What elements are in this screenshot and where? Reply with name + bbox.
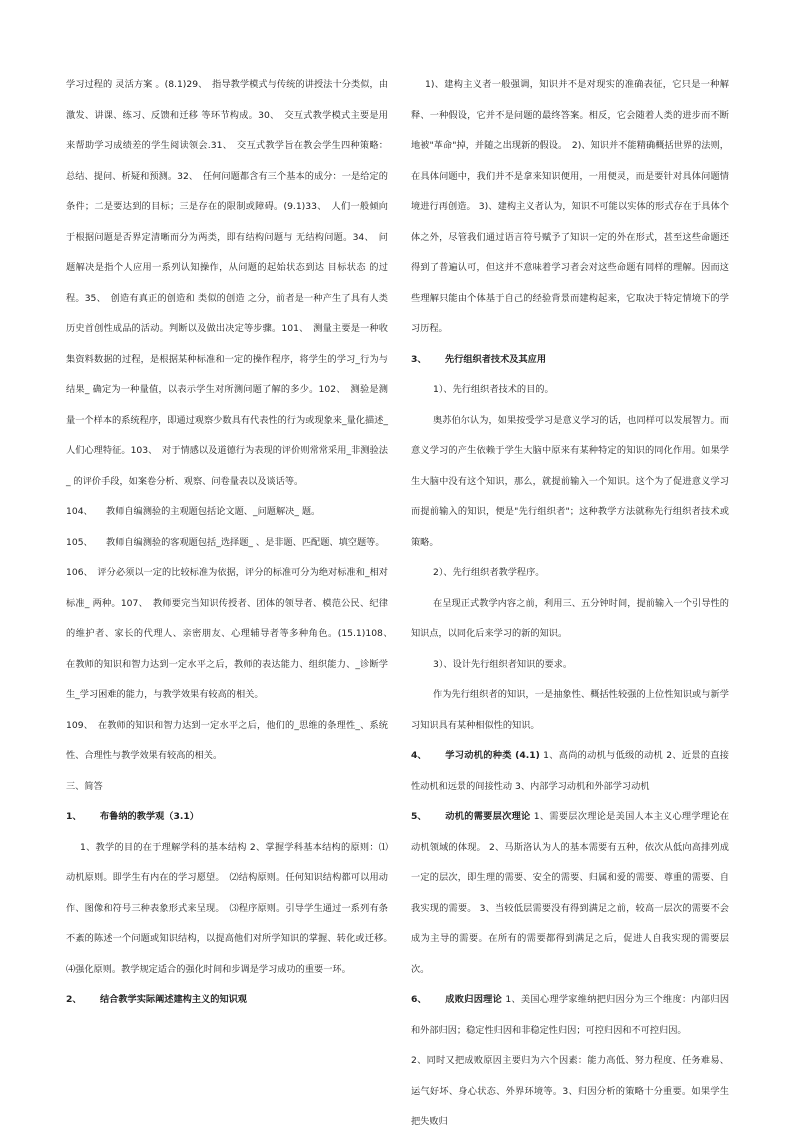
item-105-number: 105、 bbox=[66, 536, 93, 548]
item-104 bbox=[66, 497, 388, 528]
paragraph-procedure: 在呈现正式教学内容之前，利用三、五分钟时间，提前输入一个引导性的知识点，以同化后来学习的新的知识。 bbox=[411, 597, 729, 639]
paragraph-items-29-103: 学习过程的 灵活方案 。(8.1)29、 指导教学模式与传统的讲授法十分类似，由激发、讲课、练习、反馈和迁移 等环节构成。30、 交互式教学模式主要是用来帮助学习成绩差的学生阅读领会.31、 交互式教学旨在教会学生四种策略：总结、提问、析疑和预测。32、 任何问题都含有三个基本的成分：一是给定的条件；二是要达到的目标；三是存在的限制或障碍。(9.1)33、 人们一般倾向于根据问题是否界定清晰而分为两类，即有结构问题与 无结构问题。34、 问题解决是指个人应用一系列认知操作，从问题的起始状态到达 目标状态 的过程。35、 创造有真正的创造和 类似的创造 之分，前者是一种产生了具有人类历史首创性成品的活动。判断以及做出决定等步骤。101、 测量主要是一种收集资料数据的过程，是根据某种标准和一定的操作程序，将学生的学习_行为与结果_ 确定为一种量值，以表示学生对所测问题了解的多少。102、 测验是测量一个样本的系统程序，即通过观察少数具有代表性的行为或现象来_量化描述_ 人们心理特征。103、 对于情感以及道德行为表现的评价则常常采用_非测验法_ 的评价手段，如案卷分析、观察、问卷量表以及谈话等。 bbox=[66, 79, 388, 487]
section-title: 三、简答 bbox=[66, 780, 103, 792]
subheading-requirement: 3）、设计先行组织者知识的要求。 bbox=[433, 658, 573, 670]
motivation-types-text: 1、高尚的动机与低级的动机 2、近景的直接性动机和远景的间接性动 3、内部学习动机和外部学习动机 bbox=[411, 750, 729, 792]
item-104-text: 教师自编测验的主观题包括论文题、_问题解决_ 题。 bbox=[106, 506, 321, 517]
heading-bruner bbox=[66, 802, 388, 833]
heading-attribution-theory-title: 成败归因理论 bbox=[445, 994, 503, 1005]
heading-needs-hierarchy-number: 5、 bbox=[411, 811, 427, 822]
right-column bbox=[411, 70, 729, 1138]
heading-attribution-theory-number: 6、 bbox=[411, 994, 427, 1005]
paragraph-ausubel: 奥苏伯尔认为，如果按受学习是意义学习的话，也同样可以发展智力。而意义学习的产生依赖于学生大脑中原来有某种特定的知识的同化作用。如果学生大脑中没有这个知识，那么，就提前输入一个知识。这个为了促进意义学习而提前输入的知识，便是"先行组织者"；这种教学方法就称先行组织者技术或策略。 bbox=[411, 414, 729, 548]
item-104-number: 104、 bbox=[66, 506, 93, 517]
heading-needs-hierarchy bbox=[411, 811, 531, 822]
subheading-procedure: 2）、先行组织者教学程序。 bbox=[433, 567, 545, 578]
item-105-text: 教师自编测验的客观题包括_选择题_ 、是非题、匹配题、填空题等。 bbox=[106, 536, 385, 548]
heading-bruner-text: 布鲁纳的教学观（3.1） bbox=[100, 811, 199, 822]
paragraph-requirement: 作为先行组织者的知识，一是抽象性、概括性较强的上位性知识或与新学习知识具有某种相似性的知识。 bbox=[411, 689, 729, 731]
needs-hierarchy-text: 1、需要层次理论是美国人本主义心理学理论在动机领域的体现。 2、马斯洛认为人的基本需要有五种，依次从低向高排列成一定的层次，即生理的需要、安全的需要、归属和爱的需要、尊重的需要、自我实现的需要。 3、当较低层需要没有得到满足之前，较高一层次的需要不会成为主导的需要。在所有的需要都得到满足之后，促进人自我实现的需要层次。 bbox=[411, 811, 730, 975]
heading-motivation-types-number: 4、 bbox=[411, 750, 427, 761]
heading-attribution-theory bbox=[411, 994, 502, 1005]
paragraph-attribution-theory bbox=[411, 985, 729, 1046]
attribution-theory-text: 1、美国心理学家维纳把归因分为三个维度：内部归因和外部归因；稳定性归因和非稳定性归因；可控归因和不可控归因。 bbox=[411, 994, 730, 1036]
subheading-purpose: 1）、先行组织者技术的目的。 bbox=[433, 384, 554, 395]
paragraph-attribution-factors: 2、同时又把成败原因主要归为六个因素：能力高低、努力程度、任务难易、运气好坏、身心状态、外界环境等。3、归因分析的策略十分重要。如果学生把失败归 bbox=[411, 1055, 729, 1127]
heading-constructivism-text: 结合教学实际阐述建构主义的知识观 bbox=[100, 994, 247, 1005]
heading-constructivism-number: 2、 bbox=[66, 994, 82, 1005]
heading-bruner-number: 1、 bbox=[66, 811, 82, 822]
paragraph-motivation-types bbox=[411, 741, 729, 802]
paragraph-constructivism: 1)、建构主义者一般强调，知识并不是对现实的准确表征，它只是一种解释、一种假设，它并不是问题的最终答案。相反，它会随着人类的进步而不断地被"革命"掉，并随之出现新的假设。 2)、知识并不能精确概括世界的法则，在具体问题中，我们并不是拿来知识便用，一用便灵，而是要针对具体问题情境进行再创造。 3)、建构主义者认为，知识不可能以实体的形式存在于具体个体之外，尽管我们通过语言符号赋予了知识一定的外在形式，甚至这些命题还得到了普遍认可，但这并不意味着学习者会对这些命题有同样的理解。因而这些理解只能由个体基于自己的经验背景而建构起来，它取决于特定情境下的学习历程。 bbox=[411, 79, 729, 334]
heading-advance-organizer-number: 3、 bbox=[411, 353, 427, 365]
heading-advance-organizer bbox=[411, 345, 729, 376]
heading-motivation-types bbox=[411, 750, 540, 761]
paragraph-items-106-108: 106、 评分必须以一定的比较标准为依据，评分的标准可分为绝对标准和_相对标准_ 两种。107、 教师要完当知识传授者、团体的领导者、模范公民、纪律的维护者、家长的代理人、亲密朋友、心理辅导者等多种角色。(15.1)108、 在教师的知识和智力达到一定水平之后，教师的表达能力、组织能力、_诊断学生_学习困难的能力，与教学效果有较高的相关。 bbox=[66, 567, 398, 700]
paragraph-item-109: 109、 在教师的知识和智力达到一定水平之后，他们的_思维的条理性_、系统性、合理性与教学效果有较高的相关。 bbox=[66, 719, 388, 761]
paragraph-needs-hierarchy bbox=[411, 802, 729, 985]
heading-constructivism bbox=[66, 985, 388, 1016]
heading-motivation-types-title: 学习动机的种类 (4.1) bbox=[445, 750, 540, 761]
paragraph-bruner: 1、教学的目的在于理解学科的基本结构 2、掌握学科基本结构的原则：⑴动机原则。即学生有内在的学习愿望。 ⑵结构原则。任何知识结构都可以用动作、图像和符号三种表象形式来呈现。 ⑶程序原则。引导学生通过一系列有条不紊的陈述一个问题或知识结构，以提高他们对所学知识的掌握、转化或迁移。 ⑷强化原则。教学规定适合的强化时间和步调是学习成功的重要一环。 bbox=[66, 841, 398, 975]
left-column bbox=[66, 70, 398, 1016]
item-105 bbox=[66, 528, 388, 559]
heading-advance-organizer-text: 先行组织者技术及其应用 bbox=[445, 353, 547, 365]
heading-needs-hierarchy-title: 动机的需要层次理论 bbox=[445, 811, 531, 822]
